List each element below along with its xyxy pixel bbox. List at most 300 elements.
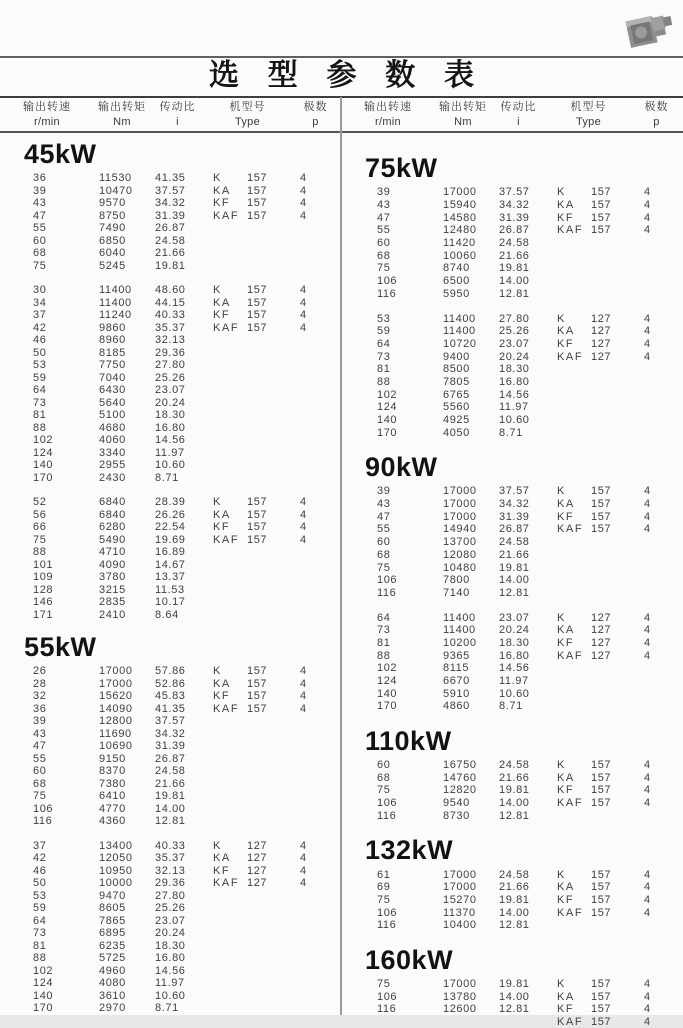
- poles-cell: [300, 990, 328, 1002]
- type-size-cell: [247, 815, 300, 827]
- type-size-cell: [591, 275, 644, 287]
- poles-cell: 4: [644, 771, 651, 784]
- table-row: [0, 965, 341, 978]
- table-row: [341, 350, 683, 363]
- ratio-cell: 40.33: [155, 309, 186, 322]
- type-letters-cell: KA: [557, 498, 575, 511]
- speed-cell: 73: [377, 350, 391, 363]
- type-size-cell: 157: [247, 702, 268, 715]
- poles-cell: 4: [644, 498, 651, 511]
- type-size-cell: 157: [591, 498, 612, 511]
- ratio-cell: 20.24: [499, 624, 530, 637]
- table-row: [341, 363, 683, 376]
- table-row: [0, 372, 341, 385]
- type-size-cell: [591, 363, 644, 375]
- type-letters-cell: [213, 359, 247, 371]
- table-row: [341, 426, 683, 439]
- type-size-cell: [247, 940, 300, 952]
- type-letters-cell: [213, 902, 247, 914]
- header-col-type: [546, 100, 631, 130]
- gearmotor-photo: [619, 6, 677, 56]
- torque-cell: 8115: [443, 662, 470, 675]
- table-row: [0, 852, 341, 865]
- type-size-cell: [247, 222, 300, 234]
- ratio-cell: 10.17: [155, 596, 186, 609]
- type-letters-cell: KA: [213, 677, 231, 690]
- speed-cell: 64: [33, 914, 47, 927]
- speed-cell: 47: [377, 211, 391, 224]
- type-letters-cell: KA: [557, 990, 575, 1003]
- table-row: [341, 687, 683, 700]
- speed-cell: 36: [33, 702, 47, 715]
- type-size-cell: 157: [591, 1016, 612, 1028]
- type-letters-cell: [213, 740, 247, 752]
- type-letters-cell: [213, 609, 247, 621]
- type-letters-cell: [213, 222, 247, 234]
- poles-cell: [644, 401, 672, 413]
- speed-cell: 81: [377, 636, 391, 649]
- speed-cell: 28: [33, 677, 47, 690]
- torque-cell: 11400: [443, 611, 476, 624]
- ratio-cell: 21.66: [155, 247, 186, 260]
- type-size-cell: 157: [247, 309, 268, 322]
- ratio-cell: 35.37: [155, 852, 186, 865]
- table-row: [0, 990, 341, 1003]
- type-letters-cell: [213, 472, 247, 484]
- poles-cell: [644, 427, 672, 439]
- torque-cell: 6430: [99, 384, 126, 397]
- type-size-cell: 157: [247, 184, 268, 197]
- ratio-cell: 40.33: [155, 839, 186, 852]
- type-letters-cell: [557, 562, 591, 574]
- poles-cell: [300, 1002, 328, 1014]
- torque-cell: 8185: [99, 346, 126, 359]
- table-row: [341, 199, 683, 212]
- torque-cell: 6040: [99, 247, 126, 260]
- speed-cell: 59: [33, 902, 47, 915]
- speed-cell: 106: [377, 990, 398, 1003]
- header-label: 输出转矩: [439, 101, 487, 113]
- torque-cell: 4060: [99, 434, 126, 447]
- torque-cell: 6895: [99, 927, 126, 940]
- type-letters-cell: [213, 790, 247, 802]
- speed-cell: 170: [33, 471, 54, 484]
- header-unit: Nm: [113, 116, 131, 128]
- power-section: [341, 727, 683, 822]
- poles-cell: [300, 422, 328, 434]
- table-row: [0, 347, 341, 360]
- type-letters-cell: [213, 890, 247, 902]
- section-heading: 45kW: [24, 139, 97, 169]
- torque-cell: 2970: [99, 1002, 126, 1015]
- ratio-cell: 19.81: [155, 259, 186, 272]
- type-letters-cell: [557, 288, 591, 300]
- poles-cell: [644, 675, 672, 687]
- speed-cell: 47: [33, 209, 47, 222]
- torque-cell: 10690: [99, 740, 133, 753]
- type-letters-cell: K: [557, 186, 566, 199]
- table-row: [0, 559, 341, 572]
- type-size-cell: [247, 952, 300, 964]
- poles-cell: [300, 447, 328, 459]
- poles-cell: [300, 915, 328, 927]
- ratio-cell: 12.81: [155, 815, 186, 828]
- torque-cell: 7865: [99, 914, 126, 927]
- speed-cell: 39: [33, 184, 47, 197]
- table-row: [0, 865, 341, 878]
- torque-cell: 5245: [99, 259, 126, 272]
- type-letters-cell: [213, 409, 247, 421]
- table-row: [0, 384, 341, 397]
- poles-cell: [300, 952, 328, 964]
- poles-cell: 4: [300, 321, 307, 334]
- ratio-cell: 12.81: [499, 809, 530, 822]
- speed-cell: 46: [33, 334, 47, 347]
- type-letters-cell: K: [213, 172, 222, 185]
- type-size-cell: [247, 715, 300, 727]
- speed-cell: 124: [377, 401, 398, 414]
- header-col-speed: [341, 100, 435, 130]
- poles-cell: [300, 778, 328, 790]
- table-row: [341, 978, 683, 991]
- torque-cell: 3340: [99, 446, 126, 459]
- ratio-cell: 41.35: [155, 702, 186, 715]
- ratio-cell: 27.80: [499, 312, 530, 325]
- table-row: [341, 894, 683, 907]
- table-row: [341, 700, 683, 713]
- table-row: [0, 1002, 341, 1015]
- torque-cell: 14940: [443, 523, 477, 536]
- table-row: [0, 284, 341, 297]
- speed-cell: 140: [377, 414, 398, 427]
- speed-cell: 32: [33, 690, 47, 703]
- torque-cell: 15620: [99, 690, 133, 703]
- torque-cell: 4080: [99, 977, 126, 990]
- type-letters-cell: [213, 559, 247, 571]
- data-block: [341, 978, 683, 1028]
- poles-cell: [300, 728, 328, 740]
- table-row: [0, 890, 341, 903]
- table-row: [0, 571, 341, 584]
- type-letters-cell: [213, 372, 247, 384]
- poles-cell: 4: [644, 797, 651, 810]
- data-block: [341, 186, 683, 300]
- poles-cell: 4: [644, 350, 651, 363]
- poles-cell: 4: [644, 325, 651, 338]
- table-row: [341, 1016, 683, 1028]
- data-block: [0, 496, 341, 621]
- type-letters-cell: [557, 262, 591, 274]
- torque-cell: 8960: [99, 334, 126, 347]
- type-size-cell: 127: [247, 852, 268, 865]
- torque-cell: 11530: [99, 172, 132, 185]
- table-row: [0, 197, 341, 210]
- table-row: [0, 765, 341, 778]
- type-letters-cell: [213, 459, 247, 471]
- type-letters-cell: [557, 376, 591, 388]
- poles-cell: [644, 262, 672, 274]
- type-letters-cell: [213, 990, 247, 1002]
- speed-cell: 43: [33, 197, 47, 210]
- torque-cell: 10400: [443, 919, 477, 932]
- ratio-cell: 10.60: [155, 989, 186, 1002]
- speed-cell: 81: [33, 939, 47, 952]
- poles-cell: 4: [644, 881, 651, 894]
- speed-cell: 39: [377, 485, 391, 498]
- type-size-cell: [591, 675, 644, 687]
- type-letters-cell: KF: [213, 197, 231, 210]
- poles-cell: [300, 740, 328, 752]
- section-heading: 90kW: [365, 452, 438, 483]
- type-size-cell: [247, 247, 300, 259]
- torque-cell: 7800: [443, 574, 470, 587]
- poles-cell: 4: [644, 1016, 651, 1028]
- torque-cell: 4680: [99, 421, 126, 434]
- type-letters-cell: [557, 574, 591, 586]
- speed-cell: 124: [33, 446, 54, 459]
- torque-cell: 14580: [443, 211, 477, 224]
- poles-cell: 4: [300, 296, 307, 309]
- ratio-cell: 19.81: [499, 561, 530, 574]
- torque-cell: 13780: [443, 990, 477, 1003]
- torque-cell: 6850: [99, 234, 126, 247]
- ratio-cell: 18.30: [499, 636, 530, 649]
- type-size-cell: 127: [247, 839, 268, 852]
- type-letters-cell: [557, 414, 591, 426]
- type-letters-cell: KF: [213, 690, 231, 703]
- table-row: [0, 740, 341, 753]
- torque-cell: 17000: [443, 498, 477, 511]
- torque-cell: [443, 1016, 499, 1028]
- type-size-cell: [591, 237, 644, 249]
- type-letters-cell: [213, 815, 247, 827]
- speed-cell: 42: [33, 852, 47, 865]
- ratio-cell: 24.58: [499, 759, 530, 772]
- type-letters-cell: KA: [213, 508, 231, 521]
- speed-cell: 88: [377, 375, 391, 388]
- poles-cell: 4: [300, 852, 307, 865]
- header-col-poles: [631, 100, 682, 130]
- torque-cell: 6235: [99, 939, 126, 952]
- type-size-cell: 127: [591, 312, 612, 325]
- torque-cell: 9470: [99, 889, 126, 902]
- type-letters-cell: KA: [557, 624, 575, 637]
- speed-cell: 37: [33, 839, 47, 852]
- table-row: [341, 574, 683, 587]
- torque-cell: 17000: [443, 186, 477, 199]
- table-row: [341, 675, 683, 688]
- ratio-cell: 14.56: [155, 434, 186, 447]
- torque-cell: 12600: [443, 1003, 477, 1016]
- type-letters-cell: [213, 765, 247, 777]
- torque-cell: 7805: [443, 375, 470, 388]
- type-size-cell: [591, 401, 644, 413]
- table-row: [0, 247, 341, 260]
- torque-cell: 4710: [99, 546, 126, 559]
- header-unit: r/min: [375, 116, 401, 128]
- ratio-cell: 8.71: [499, 700, 523, 713]
- type-size-cell: [591, 536, 644, 548]
- ratio-cell: 8.71: [155, 471, 179, 484]
- table-row: [341, 611, 683, 624]
- poles-cell: [644, 810, 672, 822]
- type-size-cell: [591, 700, 644, 712]
- speed-cell: 47: [33, 740, 47, 753]
- type-letters-cell: [557, 587, 591, 599]
- speed-cell: 60: [33, 234, 47, 247]
- torque-cell: 7750: [99, 359, 126, 372]
- table-row: [341, 868, 683, 881]
- ratio-cell: 31.39: [155, 740, 186, 753]
- ratio-cell: 11.53: [155, 583, 185, 596]
- torque-cell: 5490: [99, 533, 126, 546]
- torque-cell: 6840: [99, 496, 126, 509]
- type-size-cell: [247, 409, 300, 421]
- torque-cell: 6840: [99, 508, 126, 521]
- torque-cell: 11400: [443, 312, 476, 325]
- type-letters-cell: [213, 778, 247, 790]
- torque-cell: 9365: [443, 649, 470, 662]
- ratio-cell: 14.00: [499, 797, 530, 810]
- type-letters-cell: K: [213, 284, 222, 297]
- ratio-cell: 19.81: [499, 977, 530, 990]
- torque-cell: 3610: [99, 989, 126, 1002]
- type-letters-cell: [557, 250, 591, 262]
- table-row: [341, 881, 683, 894]
- page-title: 选 型 参 数 表: [209, 59, 485, 92]
- torque-cell: 17000: [443, 510, 477, 523]
- header-col-poles: [290, 100, 341, 130]
- torque-cell: 11400: [443, 624, 476, 637]
- ratio-cell: 14.00: [499, 275, 530, 288]
- type-letters-cell: [213, 584, 247, 596]
- type-size-cell: [247, 372, 300, 384]
- poles-cell: [300, 902, 328, 914]
- poles-cell: 4: [300, 496, 307, 509]
- type-size-cell: [247, 977, 300, 989]
- ratio-cell: 34.32: [499, 199, 530, 212]
- type-letters-cell: KF: [557, 510, 575, 523]
- ratio-cell: 13.37: [155, 571, 186, 584]
- type-letters-cell: KF: [213, 864, 231, 877]
- torque-cell: 4960: [99, 964, 126, 977]
- poles-cell: [300, 260, 328, 272]
- type-size-cell: [591, 549, 644, 561]
- speed-cell: 42: [33, 321, 47, 334]
- speed-cell: 170: [377, 426, 398, 439]
- type-letters-cell: [557, 275, 591, 287]
- torque-cell: 10060: [443, 249, 477, 262]
- type-letters-cell: K: [557, 759, 566, 772]
- table-row: [341, 510, 683, 523]
- speed-cell: 75: [377, 561, 391, 574]
- ratio-cell: 45.83: [155, 690, 186, 703]
- speed-cell: 116: [33, 815, 53, 828]
- type-letters-cell: KAF: [213, 533, 240, 546]
- ratio-cell: 14.00: [499, 574, 530, 587]
- ratio-cell: 44.15: [155, 296, 186, 309]
- header-group-right: [341, 100, 683, 130]
- speed-cell: 66: [33, 521, 47, 534]
- poles-cell: [300, 384, 328, 396]
- type-letters-cell: KA: [213, 852, 231, 865]
- section-heading: 75kW: [365, 153, 438, 183]
- torque-cell: 8740: [443, 262, 470, 275]
- right-column: [341, 133, 683, 1028]
- type-size-cell: 157: [591, 906, 612, 919]
- poles-cell: [644, 688, 672, 700]
- torque-cell: 4050: [443, 426, 470, 439]
- torque-cell: 17000: [443, 485, 477, 498]
- header-label: 传动比: [159, 101, 196, 113]
- poles-cell: [300, 222, 328, 234]
- speed-cell: 88: [377, 649, 391, 662]
- header-unit: p: [312, 116, 319, 128]
- type-letters-cell: K: [213, 665, 222, 678]
- type-letters-cell: [213, 247, 247, 259]
- table-row: [0, 977, 341, 990]
- speed-cell: 102: [33, 434, 54, 447]
- ratio-cell: 8.64: [155, 608, 179, 621]
- torque-cell: 14760: [443, 771, 477, 784]
- speed-cell: 170: [33, 1002, 54, 1015]
- data-block: [0, 172, 341, 272]
- type-size-cell: [247, 546, 300, 558]
- speed-cell: 53: [33, 359, 47, 372]
- type-letters-cell: KA: [557, 881, 575, 894]
- torque-cell: 12080: [443, 548, 477, 561]
- ratio-cell: 32.13: [155, 864, 186, 877]
- table-row: [0, 915, 341, 928]
- type-letters-cell: KF: [557, 784, 575, 797]
- table-row: [341, 211, 683, 224]
- section-heading: 160kW: [365, 944, 454, 975]
- table-row: [341, 262, 683, 275]
- torque-cell: 2955: [99, 459, 126, 472]
- poles-cell: [644, 288, 672, 300]
- type-size-cell: [247, 728, 300, 740]
- ratio-cell: 23.07: [155, 384, 186, 397]
- type-size-cell: 157: [247, 321, 268, 334]
- ratio-cell: 24.58: [155, 765, 186, 778]
- table-row: [341, 388, 683, 401]
- type-size-cell: [591, 562, 644, 574]
- type-letters-cell: KAF: [557, 649, 584, 662]
- poles-cell: [300, 890, 328, 902]
- speed-cell: 55: [33, 222, 47, 235]
- type-letters-cell: [213, 596, 247, 608]
- header-col-torque: [94, 100, 150, 130]
- torque-cell: 15940: [443, 199, 477, 212]
- table-row: [0, 309, 341, 322]
- table-row: [341, 414, 683, 427]
- type-size-cell: [591, 688, 644, 700]
- speed-cell: 55: [377, 224, 391, 237]
- torque-cell: 13400: [99, 839, 133, 852]
- ratio-cell: 8.71: [499, 426, 523, 439]
- ratio-cell: 16.80: [499, 375, 530, 388]
- poles-cell: [300, 609, 328, 621]
- type-size-cell: [247, 990, 300, 1002]
- torque-cell: 10720: [443, 337, 477, 350]
- speed-cell: 116: [377, 919, 397, 932]
- ratio-cell: 28.39: [155, 496, 186, 509]
- speed-cell: [377, 1016, 443, 1028]
- ratio-cell: 11.97: [499, 675, 529, 688]
- ratio-cell: 26.87: [155, 752, 186, 765]
- speed-cell: 56: [33, 508, 47, 521]
- type-letters-cell: [213, 571, 247, 583]
